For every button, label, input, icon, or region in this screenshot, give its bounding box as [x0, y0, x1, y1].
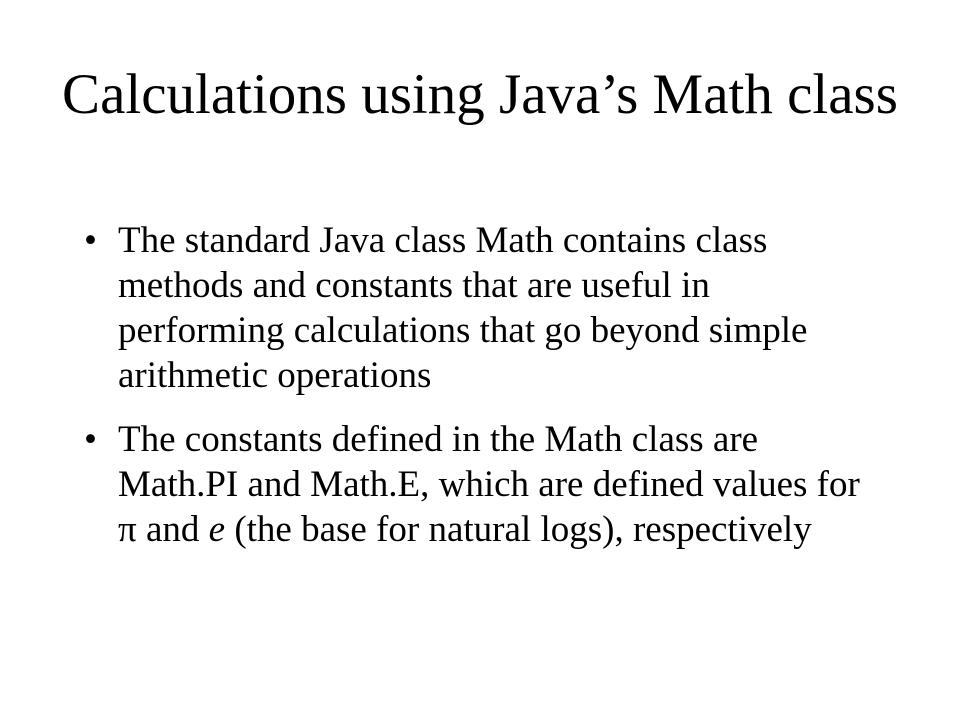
bullet-text-part-1: The constants defined in the Math class are Math.PI and Math.E, which are defined values for — [118, 419, 860, 505]
bullet-text-part-3: (the base for natural logs), respectively — [225, 509, 812, 550]
bullet-item-math-class — [84, 218, 874, 398]
bullet-list — [84, 218, 874, 571]
bullet-marker: • — [84, 220, 97, 261]
bullet-text-part-2: and — [136, 509, 209, 550]
bullet-text: The standard Java class Math contains class methods and constants that are useful in performing calculations that go beyond simple arithmetic operations — [118, 220, 808, 396]
bullet-item-constants — [84, 417, 874, 552]
pi-symbol: π — [118, 509, 137, 550]
slide-title: Calculations using Java’s Math class — [62, 63, 898, 126]
e-symbol: e — [208, 509, 226, 550]
bullet-marker: • — [84, 419, 97, 460]
